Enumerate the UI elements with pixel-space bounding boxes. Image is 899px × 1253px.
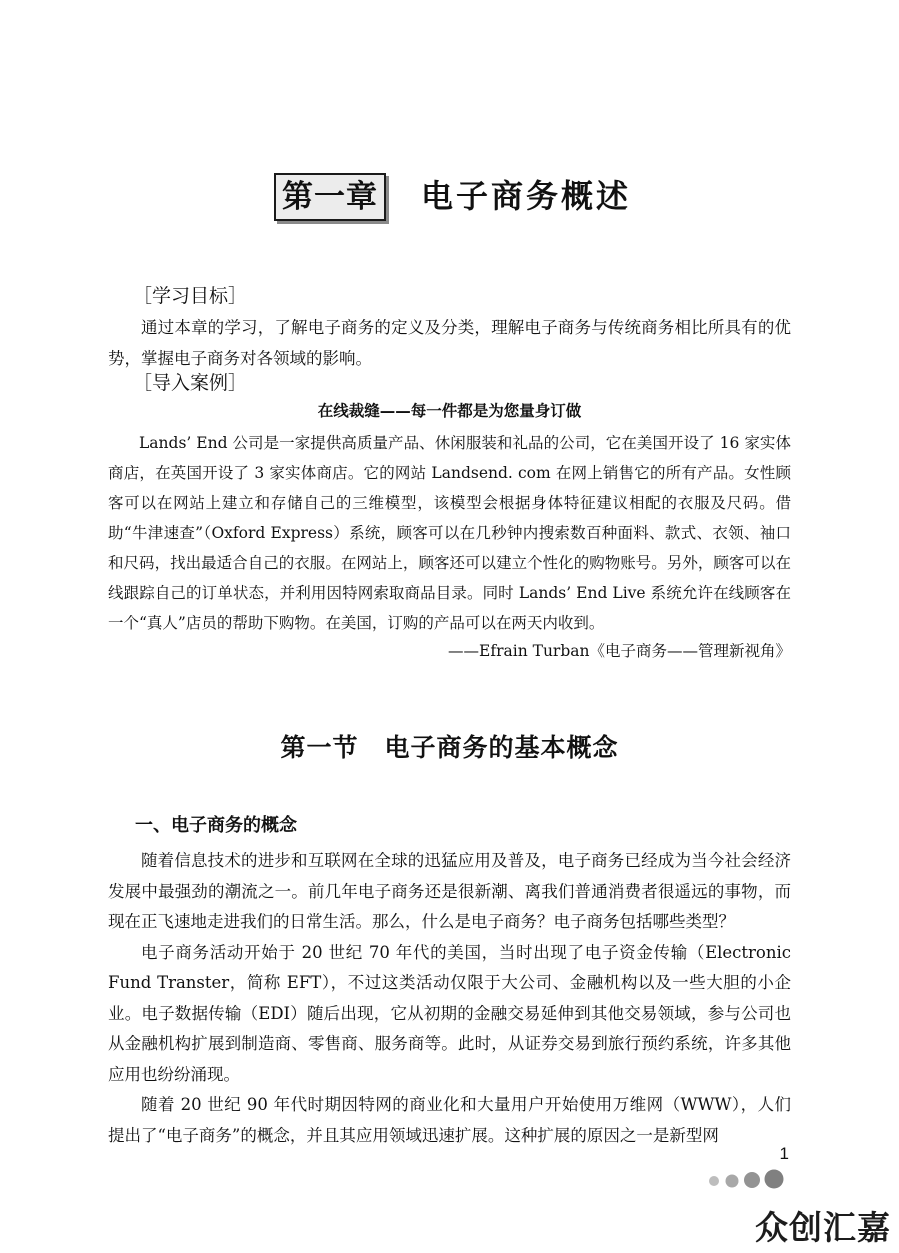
page-number: 1 xyxy=(779,1144,789,1163)
chapter-title: 电子商务概述 xyxy=(421,177,632,215)
case-study-citation: ——Efrain Turban《电子商务——管理新视角》 xyxy=(448,642,791,660)
section-title: 第一节 电子商务的基本概念 xyxy=(280,733,619,762)
objectives-text xyxy=(108,313,791,374)
section-subheading: 一、电子商务的概念 xyxy=(135,815,297,836)
case-study-paragraph: Lands’ End 公司是一家提供高质量产品、休闲服装和礼品的公司，它在美国开设了 16 家实体商店，在英国开设了 3 家实体商店。它的网站 Landsend. com 在网上销售它的所有产品。女性顾客可以在网站上建立和存储自己的三维模型，该模型会根据身体特征建议相配的衣服及尺码。借助“牛津速查”（Oxford Express）系统，顾客可以在几秒钟内搜索数百种面料、款式、衣领、袖口和尺码，找出最适合自己的衣服。在网站上，顾客还可以建立个性化的购物账号。另外，顾客可以在线跟踪自己的订单状态，并利用因特网索取商品目录。同时 Lands’ End Live 系统允许在线顾客在一个“真人”店员的帮助下购物。在美国，订购的产品可以在两天内收到。 xyxy=(108,434,791,632)
objectives-paragraph: 通过本章的学习，了解电子商务的定义及分类，理解电子商务与传统商务相比所具有的优势，掌握电子商务对各领域的影响。 xyxy=(108,318,791,368)
body-paragraph: 电子商务活动开始于 20 世纪 70 年代的美国，当时出现了电子资金传输（Electronic Fund Transter，简称 EFT），不过这类活动仅限于大公司、金融机构以及一些大胆的小企业。电子数据传输（EDI）随后出现，它从初期的金融交易延伸到其他交易领域，参与公司也从金融机构扩展到制造商、零售商、服务商等。此时，从证券交易到旅行预约系统，许多其他应用也纷纷涌现。 xyxy=(108,942,791,1084)
chapter-number-box xyxy=(274,173,386,221)
objectives-label: ［学习目标］ xyxy=(133,285,248,307)
page-dots-icon xyxy=(708,1168,788,1192)
watermark: 众创汇嘉 xyxy=(755,1208,891,1247)
case-study-body xyxy=(108,428,791,638)
body-paragraph: 随着 20 世纪 90 年代时期因特网的商业化和大量用户开始使用万维网（WWW），人们提出了“电子商务”的概念，并且其应用领域迅速扩展。这种扩展的原因之一是新型网 xyxy=(108,1095,791,1145)
case-study-title: 在线裁缝——每一件都是为您量身订做 xyxy=(317,402,582,420)
body-paragraph: 随着信息技术的进步和互联网在全球的迅猛应用及普及，电子商务已经成为当今社会经济发展中最强劲的潮流之一。前几年电子商务还是很新潮、离我们普通消费者很遥远的事物，而现在正飞速地走进我们的日常生活。那么，什么是电子商务？电子商务包括哪些类型？ xyxy=(108,851,791,931)
chapter-number: 第一章 xyxy=(282,179,378,215)
section-body xyxy=(108,846,791,1151)
case-study-label: ［导入案例］ xyxy=(133,372,248,394)
